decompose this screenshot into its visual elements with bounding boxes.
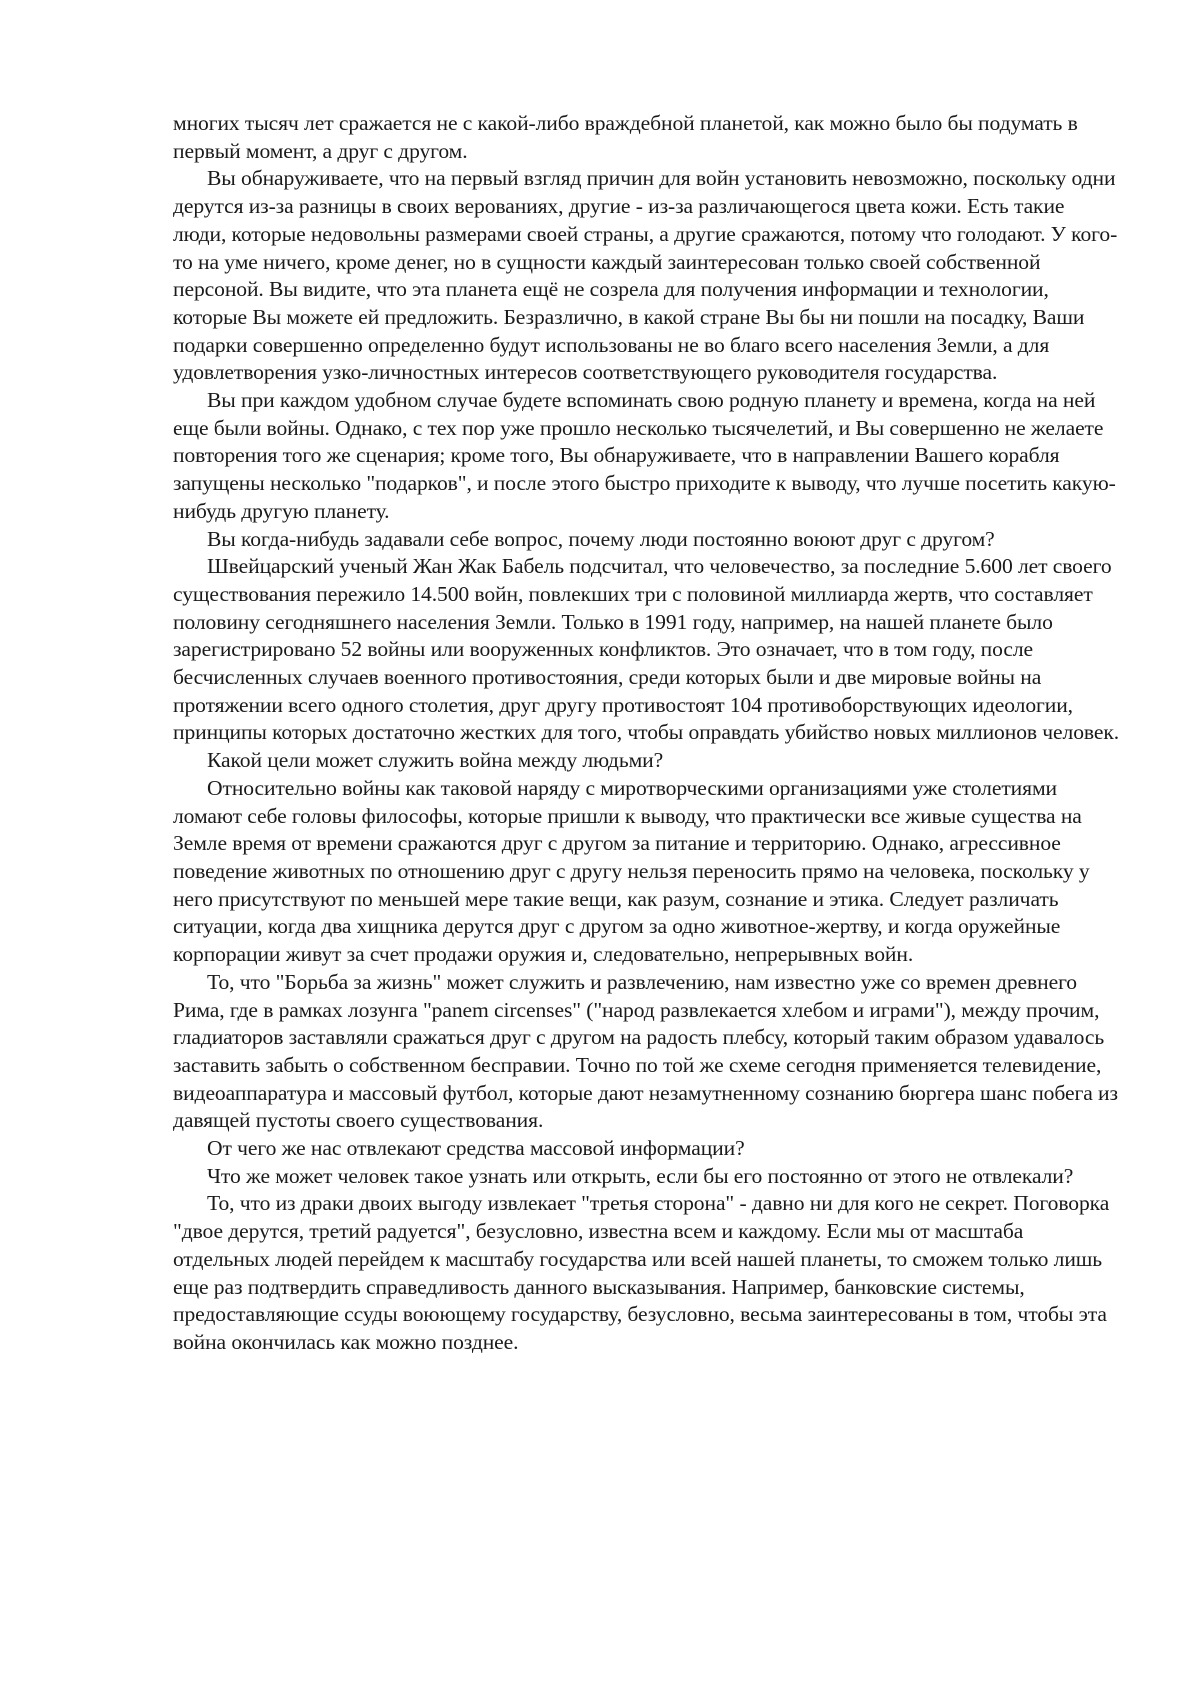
paragraph-1: многих тысяч лет сражается не с какой-либо враждебной планетой, как можно было бы подумать в первый момент, а друг с другом. xyxy=(173,111,1078,163)
paragraph-4: Вы когда-нибудь задавали себе вопрос, почему люди постоянно воюют друг с другом? xyxy=(207,526,995,551)
paragraph-5: Швейцарский ученый Жан Жак Бабель подсчитал, что человечество, за последние 5.600 лет своего существования пережило 14.500 войн, повлекших три с половиной миллиарда жертв, что составляет половину сегодняшнего населения Земли. Только в 1991 году, например, на нашей планете было зарегистрировано 52 войны или вооруженных конфликтов. Это означает, что в том году, после бесчисленных случаев военного противостояния, среди которых были и две мировые войны на протяжении всего одного столетия, друг другу противостоят 104 противоборствующих идеологии, принципы которых достаточно жестких для того, чтобы оправдать убийство новых миллионов человек. xyxy=(173,554,1120,745)
paragraph-2: Вы обнаруживаете, что на первый взгляд причин для войн установить невозможно, поскольку одни дерутся из-за разницы в своих верованиях, другие - из-за различающегося цвета кожи. Есть такие люди, которые недовольны размерами своей страны, а другие сражаются, потому что голодают. У кого-то на уме ничего, кроме денег, но в сущности каждый заинтересован только своей собственной персоной. Вы видите, что эта планета ещё не созрела для получения информации и технологии, которые Вы можете ей предложить. Безразлично, в какой стране Вы бы ни пошли на посадку, Ваши подарки совершенно определенно будут использованы не во благо всего населения Земли, а для удовлетворения узко-личностных интересов соответствующего руководителя государства. xyxy=(173,166,1118,385)
paragraph-10: Что же может человек такое узнать или открыть, если бы его постоянно от этого не отвлекали? xyxy=(207,1163,1074,1188)
paragraph-7: Относительно войны как таковой наряду с миротворческими организациями уже столетиями ломают себе головы философы, которые пришли к выводу, что практически все живые существа на Земле время от времени сражаются друг с другом за питание и территорию. Однако, агрессивное поведение животных по отношению друг с другу нельзя переносить прямо на человека, поскольку у него присутствуют по меньшей мере такие вещи, как разум, сознание и этика. Следует различать ситуации, когда два хищника дерутся друг с другом за одно животное-жертву, и когда оружейные корпорации живут за счет продажи оружия и, следовательно, непрерывных войн. xyxy=(173,775,1090,967)
paragraph-9: От чего же нас отвлекают средства массовой информации? xyxy=(207,1136,745,1161)
paragraph-3: Вы при каждом удобном случае будете вспоминать свою родную планету и времена, когда на ней еще были войны. Однако, с тех пор уже прошло несколько тысячелетий, и Вы совершенно не желаете повторения того же сценария; кроме того, Вы обнаруживаете, что в направлении Вашего корабля запущены несколько "подарков", и после этого быстро приходите к выводу, что лучше посетить какую-нибудь другую планету. xyxy=(173,388,1116,523)
paragraph-6: Какой цели может служить война между людьми? xyxy=(207,748,664,773)
document-page xyxy=(173,110,1121,1357)
paragraph-8: То, что "Борьба за жизнь" может служить и развлечению, нам известно уже со времен древнего Рима, где в рамках лозунга "panem circenses" ("народ развлекается хлебом и играми"), между прочим, гладиаторов заставляли сражаться друг с другом на радость плебсу, который таким образом удавалось заставить забыть о собственном бесправии. Точно по той же схеме сегодня применяется телевидение, видеоаппаратура и массовый футбол, которые дают незамутненному сознанию бюргера шанс побега из давящей пустоты своего существования. xyxy=(173,969,1118,1133)
paragraph-11: То, что из драки двоих выгоду извлекает "третья сторона" - давно ни для кого не секрет. Поговорка "двое дерутся, третий радуется", безусловно, известна всем и каждому. Если мы от масштаба отдельных людей перейдем к масштабу государства или всей нашей планеты, то сможем только лишь еще раз подтвердить справедливость данного высказывания. Например, банковские системы, предоставляющие ссуды воюющему государству, безусловно, весьма заинтересованы в том, чтобы эта война окончилась как можно позднее. xyxy=(173,1191,1110,1354)
